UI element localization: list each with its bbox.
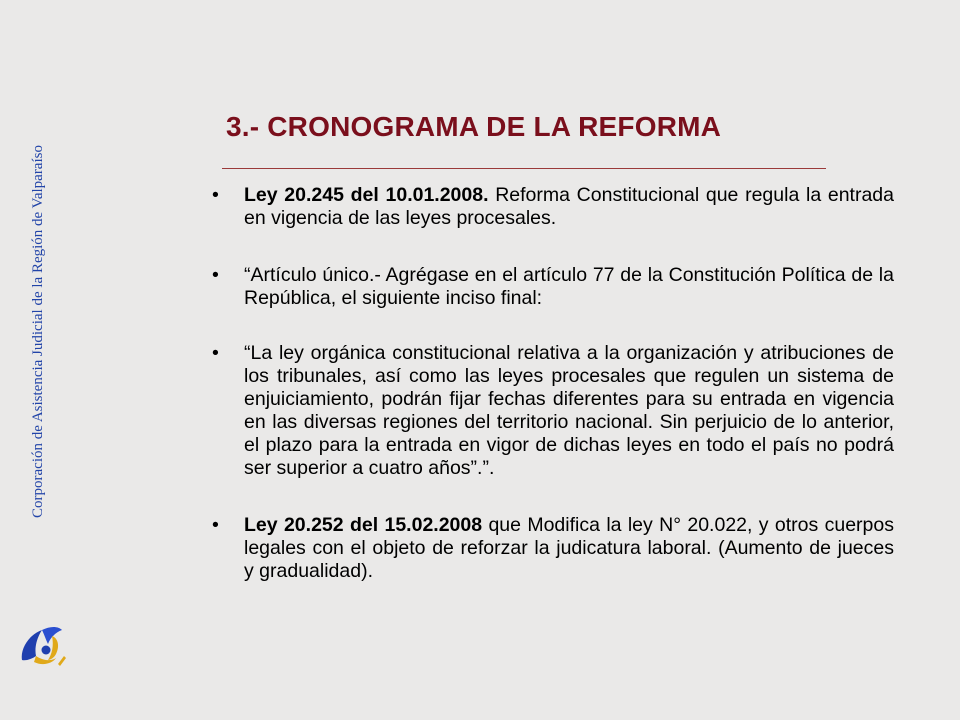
bullet-item — [212, 514, 894, 583]
bullet-text: Reforma Constitucional que regula la entrada en vigencia de las leyes procesales. — [244, 184, 894, 229]
slide-title: 3.- CRONOGRAMA DE LA REFORMA — [226, 111, 722, 142]
bullet-text: que Modifica la ley N° 20.022, y otros cuerpos legales con el objeto de reforzar la judicatura laboral. (Aumento de jueces y gradualidad). — [244, 514, 894, 582]
law-reference: Ley 20.245 del 10.01.2008. — [244, 184, 489, 206]
bullet-marker: • — [212, 184, 219, 206]
title-divider — [222, 168, 826, 169]
bullet-text: “La ley orgánica constitucional relativa a la organización y atribuciones de los tribunales, así como las leyes procesales que regulen un sistema de enjuiciamiento, podrán fijar fechas diferentes para su entrada en vigencia en las diversas regiones del territorio nacional. Sin perjuicio de lo anterior, el plazo para la entrada en vigor de dichas leyes en todo el país no podrá ser superior a cuatro años”.”. — [244, 342, 894, 479]
bullet-marker: • — [212, 264, 219, 286]
bullet-list — [212, 184, 894, 583]
bullet-item — [212, 264, 894, 310]
bullet-text: “Artículo único.- Agrégase en el artículo 77 de la Constitución Política de la República, el siguiente inciso final: — [244, 264, 894, 309]
bullet-item — [212, 342, 894, 480]
organization-name: Corporación de Asistencia Judicial de la Región de Valparaíso — [29, 144, 46, 518]
law-reference: Ley 20.252 del 15.02.2008 — [244, 514, 483, 536]
cajv-logo-icon — [12, 612, 76, 672]
bullet-marker: • — [212, 342, 219, 364]
bullet-marker: • — [212, 514, 219, 536]
bullet-item — [212, 184, 894, 230]
sidebar-vertical-label — [28, 86, 48, 576]
